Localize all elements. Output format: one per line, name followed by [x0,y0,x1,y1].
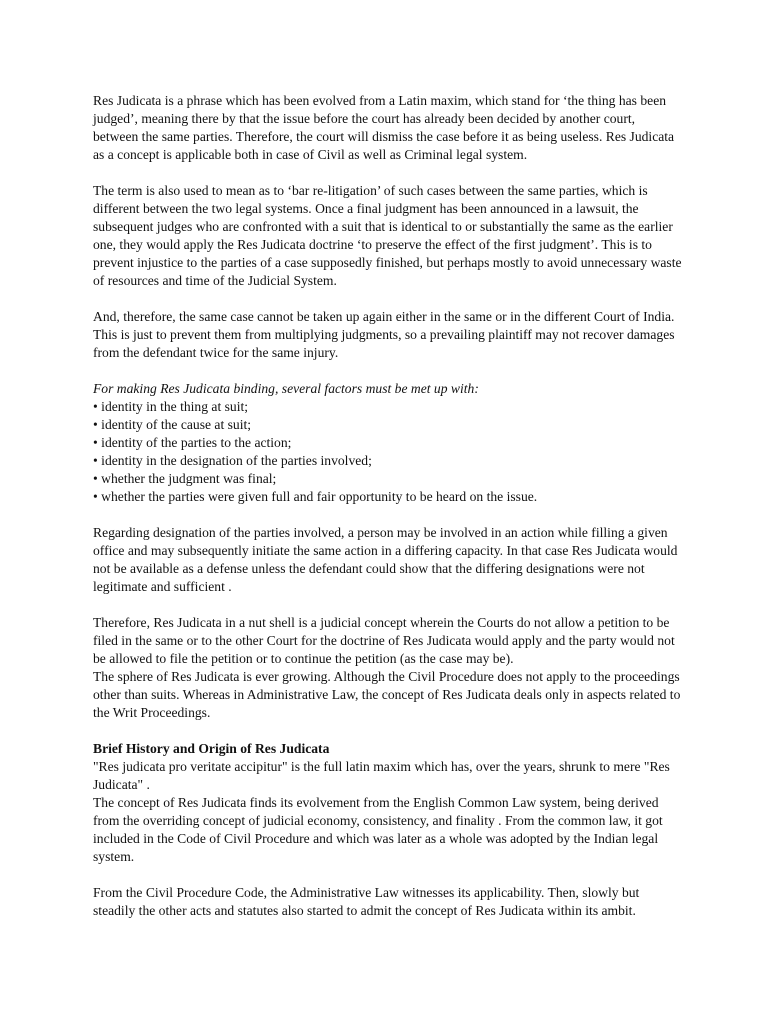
factor-item: • whether the parties were given full and fair opportunity to be heard on the issue. [93,488,683,506]
paragraph-definition: Res Judicata is a phrase which has been evolved from a Latin maxim, which stand for ‘the thing has been judged’, meaning there by that the issue before the court has already been decided by another court, between the same parties. Therefore, the court will dismiss the case before it as being useless. Res Judicata as a concept is applicable both in case of Civil as well as Criminal legal system. [93,93,675,162]
document-page [93,92,683,938]
paragraph-sphere: The sphere of Res Judicata is ever growing. Although the Civil Procedure does not apply to the proceedings other than suits. Whereas in Administrative Law, the concept of Res Judicata deals only in aspects related to the Writ Proceedings. [93,669,681,720]
factor-item: • identity in the thing at suit; [93,398,683,416]
paragraph-latin-maxim: "Res judicata pro veritate accipitur" is the full latin maxim which has, over the years, shrunk to mere "Res Judicata" . [93,759,670,792]
paragraph-nutshell: Therefore, Res Judicata in a nut shell is a judicial concept wherein the Courts do not allow a petition to be filed in the same or to the other Court for the doctrine of Res Judicata would apply and the party would not be allowed to file the petition or to continue the petition (as the case may be). [93,615,675,666]
factors-intro: For making Res Judicata binding, several factors must be met up with: [93,381,479,396]
factor-item: • identity in the designation of the parties involved; [93,452,683,470]
paragraph-same-case: And, therefore, the same case cannot be taken up again either in the same or in the different Court of India. This is just to prevent them from multiplying judgments, so a prevailing plaintiff may not recover damages from the defendant twice for the same injury. [93,309,675,360]
factor-item: • identity of the parties to the action; [93,434,683,452]
factor-item: • whether the judgment was final; [93,470,683,488]
factors-list [93,398,683,506]
section-heading-history: Brief History and Origin of Res Judicata [93,741,330,756]
paragraph-designation: Regarding designation of the parties involved, a person may be involved in an action while filling a given office and may subsequently initiate the same action in a differing capacity. In that case Res Judicata would not be available as a defense unless the defendant could show that the differing designations were not legitimate and sufficient . [93,525,678,594]
paragraph-bar-relitigation: The term is also used to mean as to ‘bar re-litigation’ of such cases between the same parties, which is different between the two legal systems. Once a final judgment has been announced in a lawsuit, the subsequent judges who are confronted with a suit that is identical to or substantially the same as the earlier one, they would apply the Res Judicata doctrine ‘to preserve the effect of the first judgment’. This is to prevent injustice to the parties of a case supposedly finished, but perhaps mostly to avoid unnecessary waste of resources and time of the Judicial System. [93,183,682,288]
factor-item: • identity of the cause at suit; [93,416,683,434]
paragraph-civil-procedure: From the Civil Procedure Code, the Administrative Law witnesses its applicability. Then, slowly but steadily the other acts and statutes also started to admit the concept of Res Judicata within its ambit. [93,885,640,918]
paragraph-common-law: The concept of Res Judicata finds its evolvement from the English Common Law system, being derived from the overriding concept of judicial economy, consistency, and finality . From the common law, it got included in the Code of Civil Procedure and which was later as a whole was adopted by the Indian legal system. [93,795,663,864]
